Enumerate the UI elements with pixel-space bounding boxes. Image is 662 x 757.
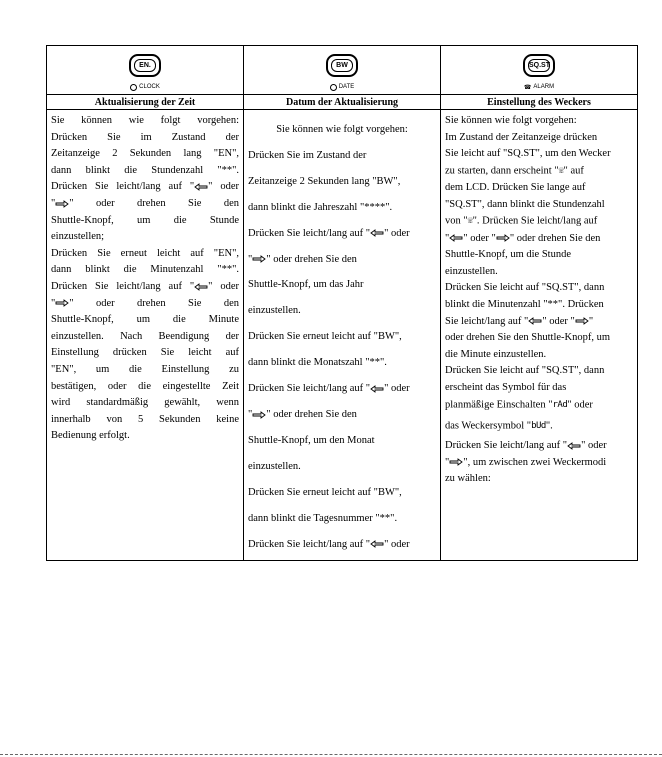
icon-cell-alarm — [441, 46, 638, 95]
text-cell-alarm: Sie können wie folgt vorgehen: Im Zustand der Zeitanzeige drücken Sie leicht auf "SQ.ST", um den Wecker zu starten, dann erscheint "☏" auf dem LCD. Drücken Sie lange auf "SQ.ST", dann blinkt die Stundenzahl von "☏". Drücken Sie leicht/lang auf " " oder " " oder drehen Sie den Shuttle-Knopf, um die Stunde einzustellen. Drücken Sie leicht auf "SQ.ST", dann blinkt die Minutenzahl "**". Drücken Sie leicht/lang auf " " oder " " oder drehen Sie den Shuttle-Knopf, um die Minute einzustellen. Drücken Sie leicht auf "SQ.ST", dann erscheint das Symbol für das planmäßige Einschalten "rAd" oder das Weckersymbol "bUd". Drücken Sie leicht/lang auf " " oder " ", um zwischen zwei Weckermodi zu wählen: — [441, 110, 638, 561]
arrow-left-icon — [370, 385, 384, 393]
arrow-left-icon — [194, 283, 208, 291]
arrow-right-icon — [449, 458, 463, 466]
arrow-right-icon — [575, 317, 589, 325]
text-cell-time: Sie können wie folgt vorgehen: Drücken Sie im Zustand der Zeitanzeige 2 Sekunden lang "EN", dann blinkt die Stundenzahl "**". Drücken Sie leicht/lang auf " " oder " " oder drehen Sie den Shuttle-Knopf, um die Stunde einzustellen; Drücken Sie erneut leicht auf "EN", dann blinkt die Minutenzahl "**". Drücken Sie leicht/lang auf " " oder " " oder drehen Sie den Shuttle-Knopf, um die Minute einzustellen. Nach Beendigung der Einstellung drücken Sie leicht auf "EN", um die Einstellung zu bestätigen, oder die eingestellte Zeit wird standardmäßig gewählt, wenn innerhalb von 5 Sekunden keine Bedienung erfolgt. — [47, 110, 244, 561]
clock-icon — [130, 84, 137, 91]
bud-lcd-icon: bUd — [531, 420, 546, 431]
alarm-symbol-icon: ☏ — [558, 165, 564, 176]
header-time: Aktualisierung der Zeit — [47, 95, 244, 110]
arrow-right-icon — [496, 234, 510, 242]
arrow-left-icon — [567, 442, 581, 450]
arrow-left-icon — [528, 317, 542, 325]
rad-lcd-icon: rAd — [552, 399, 568, 410]
en-button-icon: EN. — [129, 54, 161, 77]
clock-label: CLOCK — [139, 84, 160, 90]
arrow-right-icon — [55, 200, 69, 208]
header-date: Datum der Aktualisierung — [244, 95, 441, 110]
arrow-right-icon — [55, 299, 69, 307]
text-cell-date: Sie können wie folgt vorgehen: Drücken Sie im Zustand der Zeitanzeige 2 Sekunden lang "BW", dann blinkt die Jahreszahl "****". Drücken Sie leicht/lang auf " " oder " " oder drehen Sie den Shuttle-Knopf, um das Jahr einzustellen. Drücken Sie erneut leicht auf "BW", dann blinkt die Monatszahl "**". Drücken Sie leicht/lang auf " " oder " " oder drehen Sie den Shuttle-Knopf, um den Monat einzustellen. Drücken Sie erneut leicht auf "BW", dann blinkt die Tagesnummer "**". Drücken Sie leicht/lang auf " " oder — [244, 110, 441, 561]
date-label: DATE — [338, 84, 355, 90]
page-bottom-rule — [0, 754, 662, 756]
icon-cell-date — [244, 46, 441, 95]
bw-button-icon: BW — [326, 54, 358, 77]
alarm-label: ALARM — [533, 84, 555, 90]
arrow-right-icon — [252, 255, 266, 263]
clock-icon — [330, 84, 337, 91]
phone-icon: ☎ — [523, 84, 532, 91]
arrow-left-icon — [449, 234, 463, 242]
alarm-symbol-icon: ☏ — [467, 216, 473, 227]
instruction-table — [46, 45, 637, 550]
icon-cell-clock — [47, 46, 244, 95]
sqst-button-icon: SQ.ST — [523, 54, 555, 77]
arrow-right-icon — [252, 411, 266, 419]
arrow-left-icon — [194, 183, 208, 191]
arrow-left-icon — [370, 540, 384, 548]
header-alarm: Einstellung des Weckers — [441, 95, 638, 110]
arrow-left-icon — [370, 229, 384, 237]
